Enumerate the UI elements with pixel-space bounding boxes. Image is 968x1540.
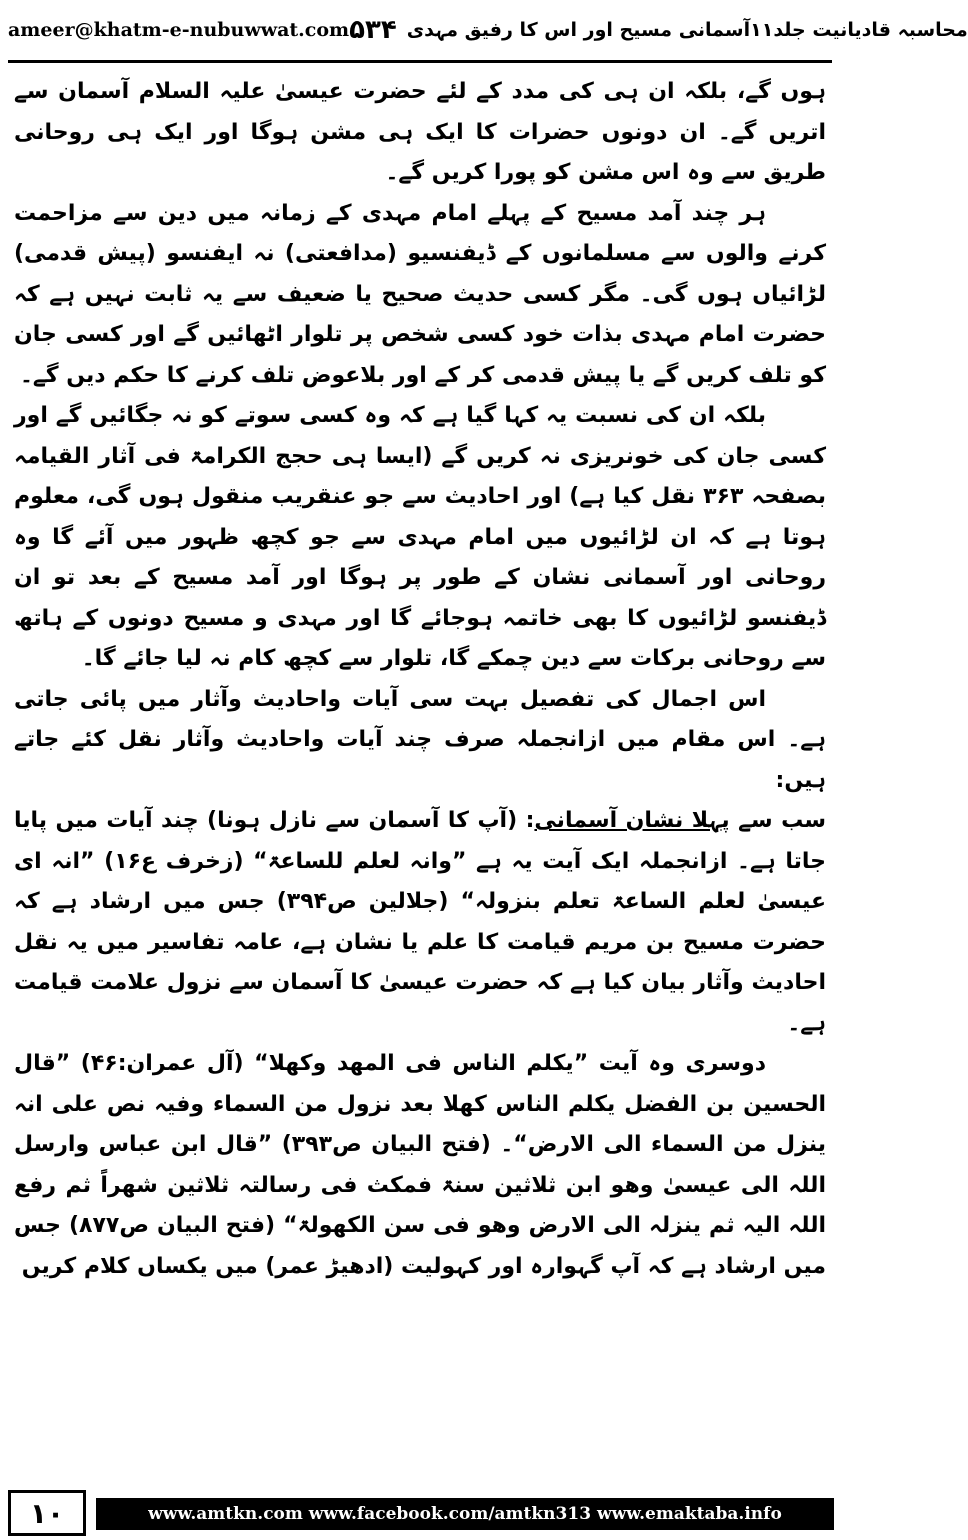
section-heading: پہلا نشان آسمانی (534, 808, 730, 833)
section-intro: سب سے (738, 808, 826, 833)
paragraph-3: بلکہ ان کی نسبت یہ کہا گیا ہے کہ وہ کسی سوتے کو نہ جگائیں گے اور کسی جان کی خونریزی نہ کریں گے (ایسا ہی حجج الکرامۃ فی آثار القیامہ بصفحہ ۳۶۳ نقل کیا ہے) اور احادیث سے جو عنقریب منقول ہوں گی، معلوم ہوتا ہے کہ ان لڑائیوں میں امام مہدی سے جو کچھ ظہور میں آئے گا وہ روحانی اور آسمانی نشان کے طور پر ہوگا اور آمد مسیح کے بعد تو ان ڈیفنسو لڑائیوں کا بھی خاتمہ ہوجائے گا اور مہدی و مسیح دونوں کے ہاتھ سے روحانی برکات سے دین چمکے گا، تلوار سے کچھ کام نہ لیا جائے گا۔ (14, 403, 826, 671)
paragraph-2: ہر چند آمد مسیح کے پہلے امام مہدی کے زمانہ میں دین سے مزاحمت کرنے والوں سے مسلمانوں کے ڈیفنسیو (مدافعتی) نہ ایفنسو (پیش قدمی) لڑائیاں ہوں گی۔ مگر کسی حدیث صحیح یا ضعیف سے یہ ثابت نہیں ہے کہ حضرت امام مہدی بذات خود کسی شخص پر تلوار اٹھائیں گے اور کسی جان کو تلف کریں گے یا پیش قدمی کر کے اور بلاعوض تلف کرنے کا حکم دیں گے۔ (14, 200, 826, 388)
header-email: ameer@khatm-e-nubuwwat.com (8, 19, 350, 41)
header-title-group (349, 15, 968, 45)
page-header (0, 0, 968, 60)
footer-page-number: ۱۰ (8, 1490, 86, 1536)
header-divider (8, 60, 832, 63)
paragraph-section (14, 801, 826, 1044)
paragraph-last: دوسری وہ آیت ”یکلم الناس فی المھد وکھلا“ (آل عمران:۴۶) ”قال الحسین بن الفضل یکلم الناس کھلا بعد نزول من السماء وفیہ نص علی انہ ینزل من السماء الی الارض“۔ (فتح البیان ص۳۹۳) ”قال ابن عباس وارسل اللہ الی عیسیٰ وھو ابن ثلاثین سنۃ فمکث فی رسالتہ ثلاثین شھراً ثم رفع اللہ الیہ ثم ینزلہ الی الارض وھو فی سن الکھولۃ“ (فتح البیان ص۸۷۷) جس میں ارشاد ہے کہ آپ گہوارہ اور کہولیت (ادھیڑ عمر) میں یکساں کلام کریں (14, 1051, 826, 1279)
header-title: محاسبہ قادیانیت جلد۱۱آسمانی مسیح اور اس کا رفیق مہدی (406, 19, 968, 41)
footer-links: www.amtkn.com www.facebook.com/amtkn313 www.emaktaba.info (96, 1498, 834, 1530)
header-page-number: ۵۳۴ (349, 15, 397, 45)
page-body (14, 72, 826, 1462)
page-footer (0, 1488, 840, 1540)
section-text: : (آپ کا آسمان سے نازل ہونا) چند آیات میں پایا جاتا ہے۔ ازانجملہ ایک آیت یہ ہے ”وانہ لعلم للساعۃ“ (زخرف ع۱۶) ”انہ ای عیسیٰ لعلم الساعۃ تعلم بنزولہ“ (جلالین ص۳۹۴) جس میں ارشاد ہے کہ حضرت مسیح بن مریم قیامت کا علم یا نشان ہے، عامہ تفاسیر میں یہ نقل احادیث وآثار بیان کیا ہے کہ حضرت عیسیٰ کا آسمان سے نزول علامت قیامت ہے۔ (14, 808, 827, 1036)
paragraph-4: اس اجمال کی تفصیل بہت سی آیات واحادیث وآثار میں پائی جاتی ہے۔ اس مقام میں ازانجملہ صرف چند آیات واحادیث وآثار نقل کئے جاتے ہیں: (14, 686, 826, 793)
paragraph-1: ہوں گے، بلکہ ان ہی کی مدد کے لئے حضرت عیسیٰ علیہ السلام آسمان سے اتریں گے۔ ان دونوں حضرات کا ایک ہی مشن ہوگا اور ایک ہی روحانی طریق سے وہ اس مشن کو پورا کریں گے۔ (14, 79, 826, 185)
